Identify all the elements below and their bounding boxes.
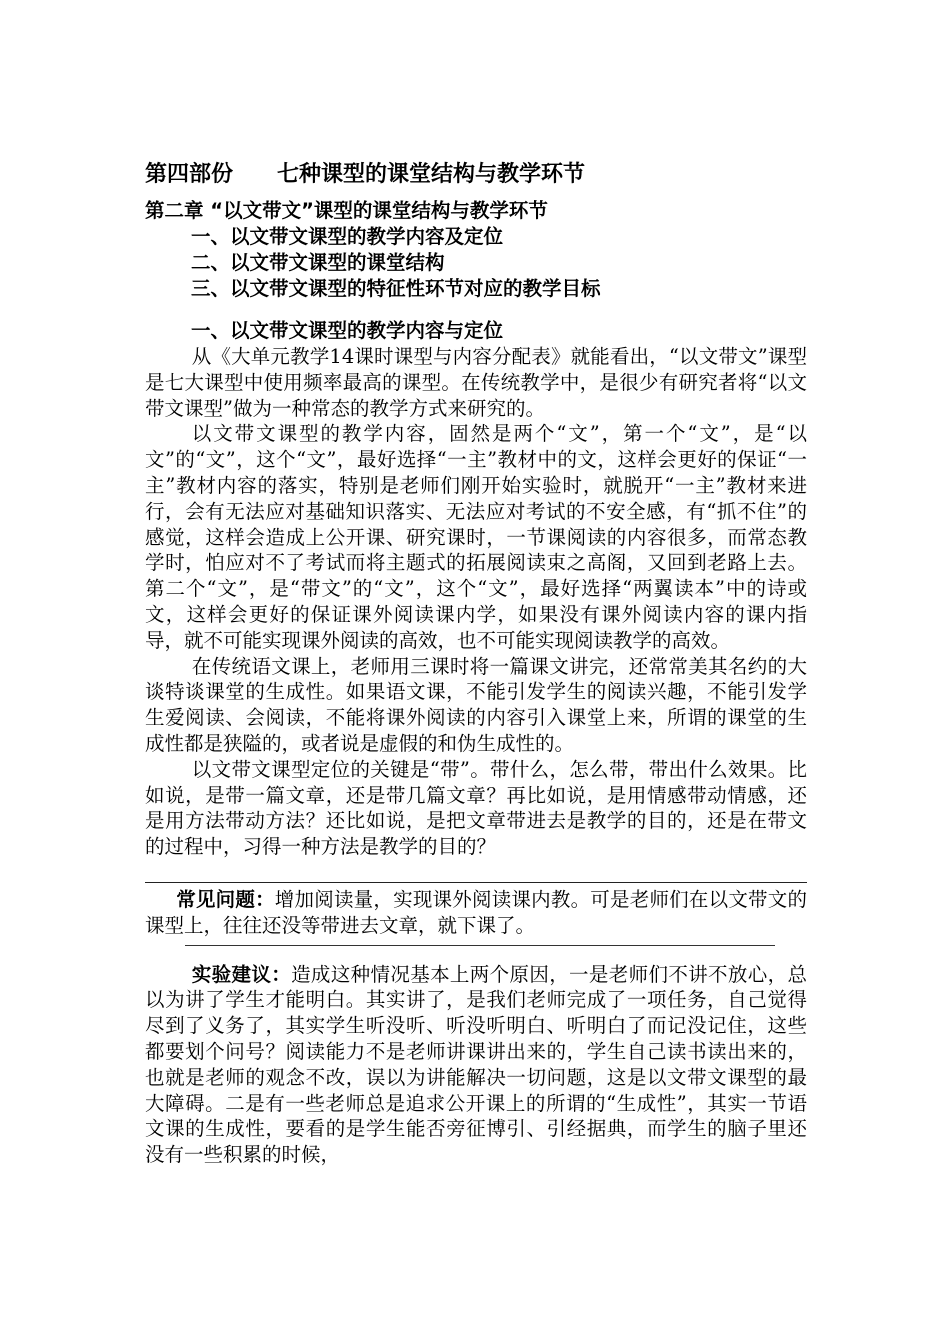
part-title: 第四部份 七种课型的课堂结构与教学环节 [145, 162, 586, 187]
common-problem-box [145, 887, 807, 939]
body-paragraph: 在传统语文课上，老师用三课时将一篇课文讲完，还常常美其名约的大谈特谈课堂的生成性。如果语文课，不能引发学生的阅读兴趣，不能引发学生爱阅读、会阅读，不能将课外阅读的内容引入课堂上来，所谓的课堂的生成性都是狭隘的，或者说是虚假的和伪生成性的。 [145, 654, 807, 755]
section-title: 一、以文带文课型的教学内容与定位 [191, 319, 504, 342]
body-paragraph: 以文带文课型的教学内容，固然是两个“文”，第一个“文”，是“以文”的“文”，这个“文”，最好选择“一主”教材中的文，这样会更好的保证“一主”教材内容的落实，特别是老师们刚开始实验时，就脱开“一主”教材来进行，会有无法应对基础知识落实、无法应对考试的不安全感，有“抓不住”的感觉，这样会造成上公开课、研究课时，一节课阅读的内容很多，而常态教学时，怕应对不了考试而将主题式的拓展阅读束之高阁，又回到老路上去。第二个“文”，是“带文”的“文”，这个“文”，最好选择“两翼读本”中的诗或文，这样会更好的保证课外阅读课内学，如果没有课外阅读内容的课内指导，就不可能实现课外阅读的高效，也不可能实现阅读教学的高效。 [145, 422, 807, 652]
divider [185, 945, 775, 946]
common-problem-text: 增加阅读量，实现课外阅读课内教。可是老师们在以文带文的课型上，往往还没等带进去文章，就下课了。 [145, 887, 807, 937]
chapter-outline [145, 224, 807, 302]
body-paragraph: 从《大单元教学14课时课型与内容分配表》就能看出，“以文带文”课型是七大课型中使用频率最高的课型。在传统教学中，是很少有研究者将“以文带文课型”做为一种常态的教学方式来研究的。 [145, 345, 807, 420]
divider [145, 882, 807, 883]
outline-item: 一、以文带文课型的教学内容及定位 [191, 225, 504, 248]
common-problem-label: 常见问题： [176, 887, 275, 911]
body-paragraph: 以文带文课型定位的关键是“带”。带什么，怎么带，带出什么效果。比如说，是带一篇文章，还是带几篇文章？再比如说，是用情感带动情感，还是用方法带动方法？还比如说，是把文章带进去是教学的目的，还是在带文的过程中，习得一种方法是教学的目的？ [145, 757, 807, 859]
outline-item: 二、以文带文课型的课堂结构 [191, 251, 445, 274]
experiment-advice-label: 实验建议： [191, 962, 292, 986]
experiment-advice-text: 造成这种情况基本上两个原因，一是老师们不讲不放心，总以为讲了学生才能明白。其实讲了，是我们老师完成了一项任务，自己觉得尽到了义务了，其实学生听没听、听没听明白、听明白了而记没记住，这些都要划个问号？阅读能力不是老师讲课讲出来的，学生自己读书读出来的，也就是老师的观念不改，误以为讲能解决一切问题，这是以文带文课型的最大障碍。二是有一些老师总是追求公开课上的所谓的“生成性”，其实一节语文课的生成性，要看的是学生能否旁征博引、引经据典，而学生的脑子里还没有一些积累的时候， [145, 962, 807, 1167]
document-page [145, 160, 807, 1168]
chapter-title: 第二章 “以文带文”课型的课堂结构与教学环节 [145, 199, 548, 222]
outline-item: 三、以文带文课型的特征性环节对应的教学目标 [191, 277, 601, 300]
experiment-advice [145, 962, 807, 1168]
